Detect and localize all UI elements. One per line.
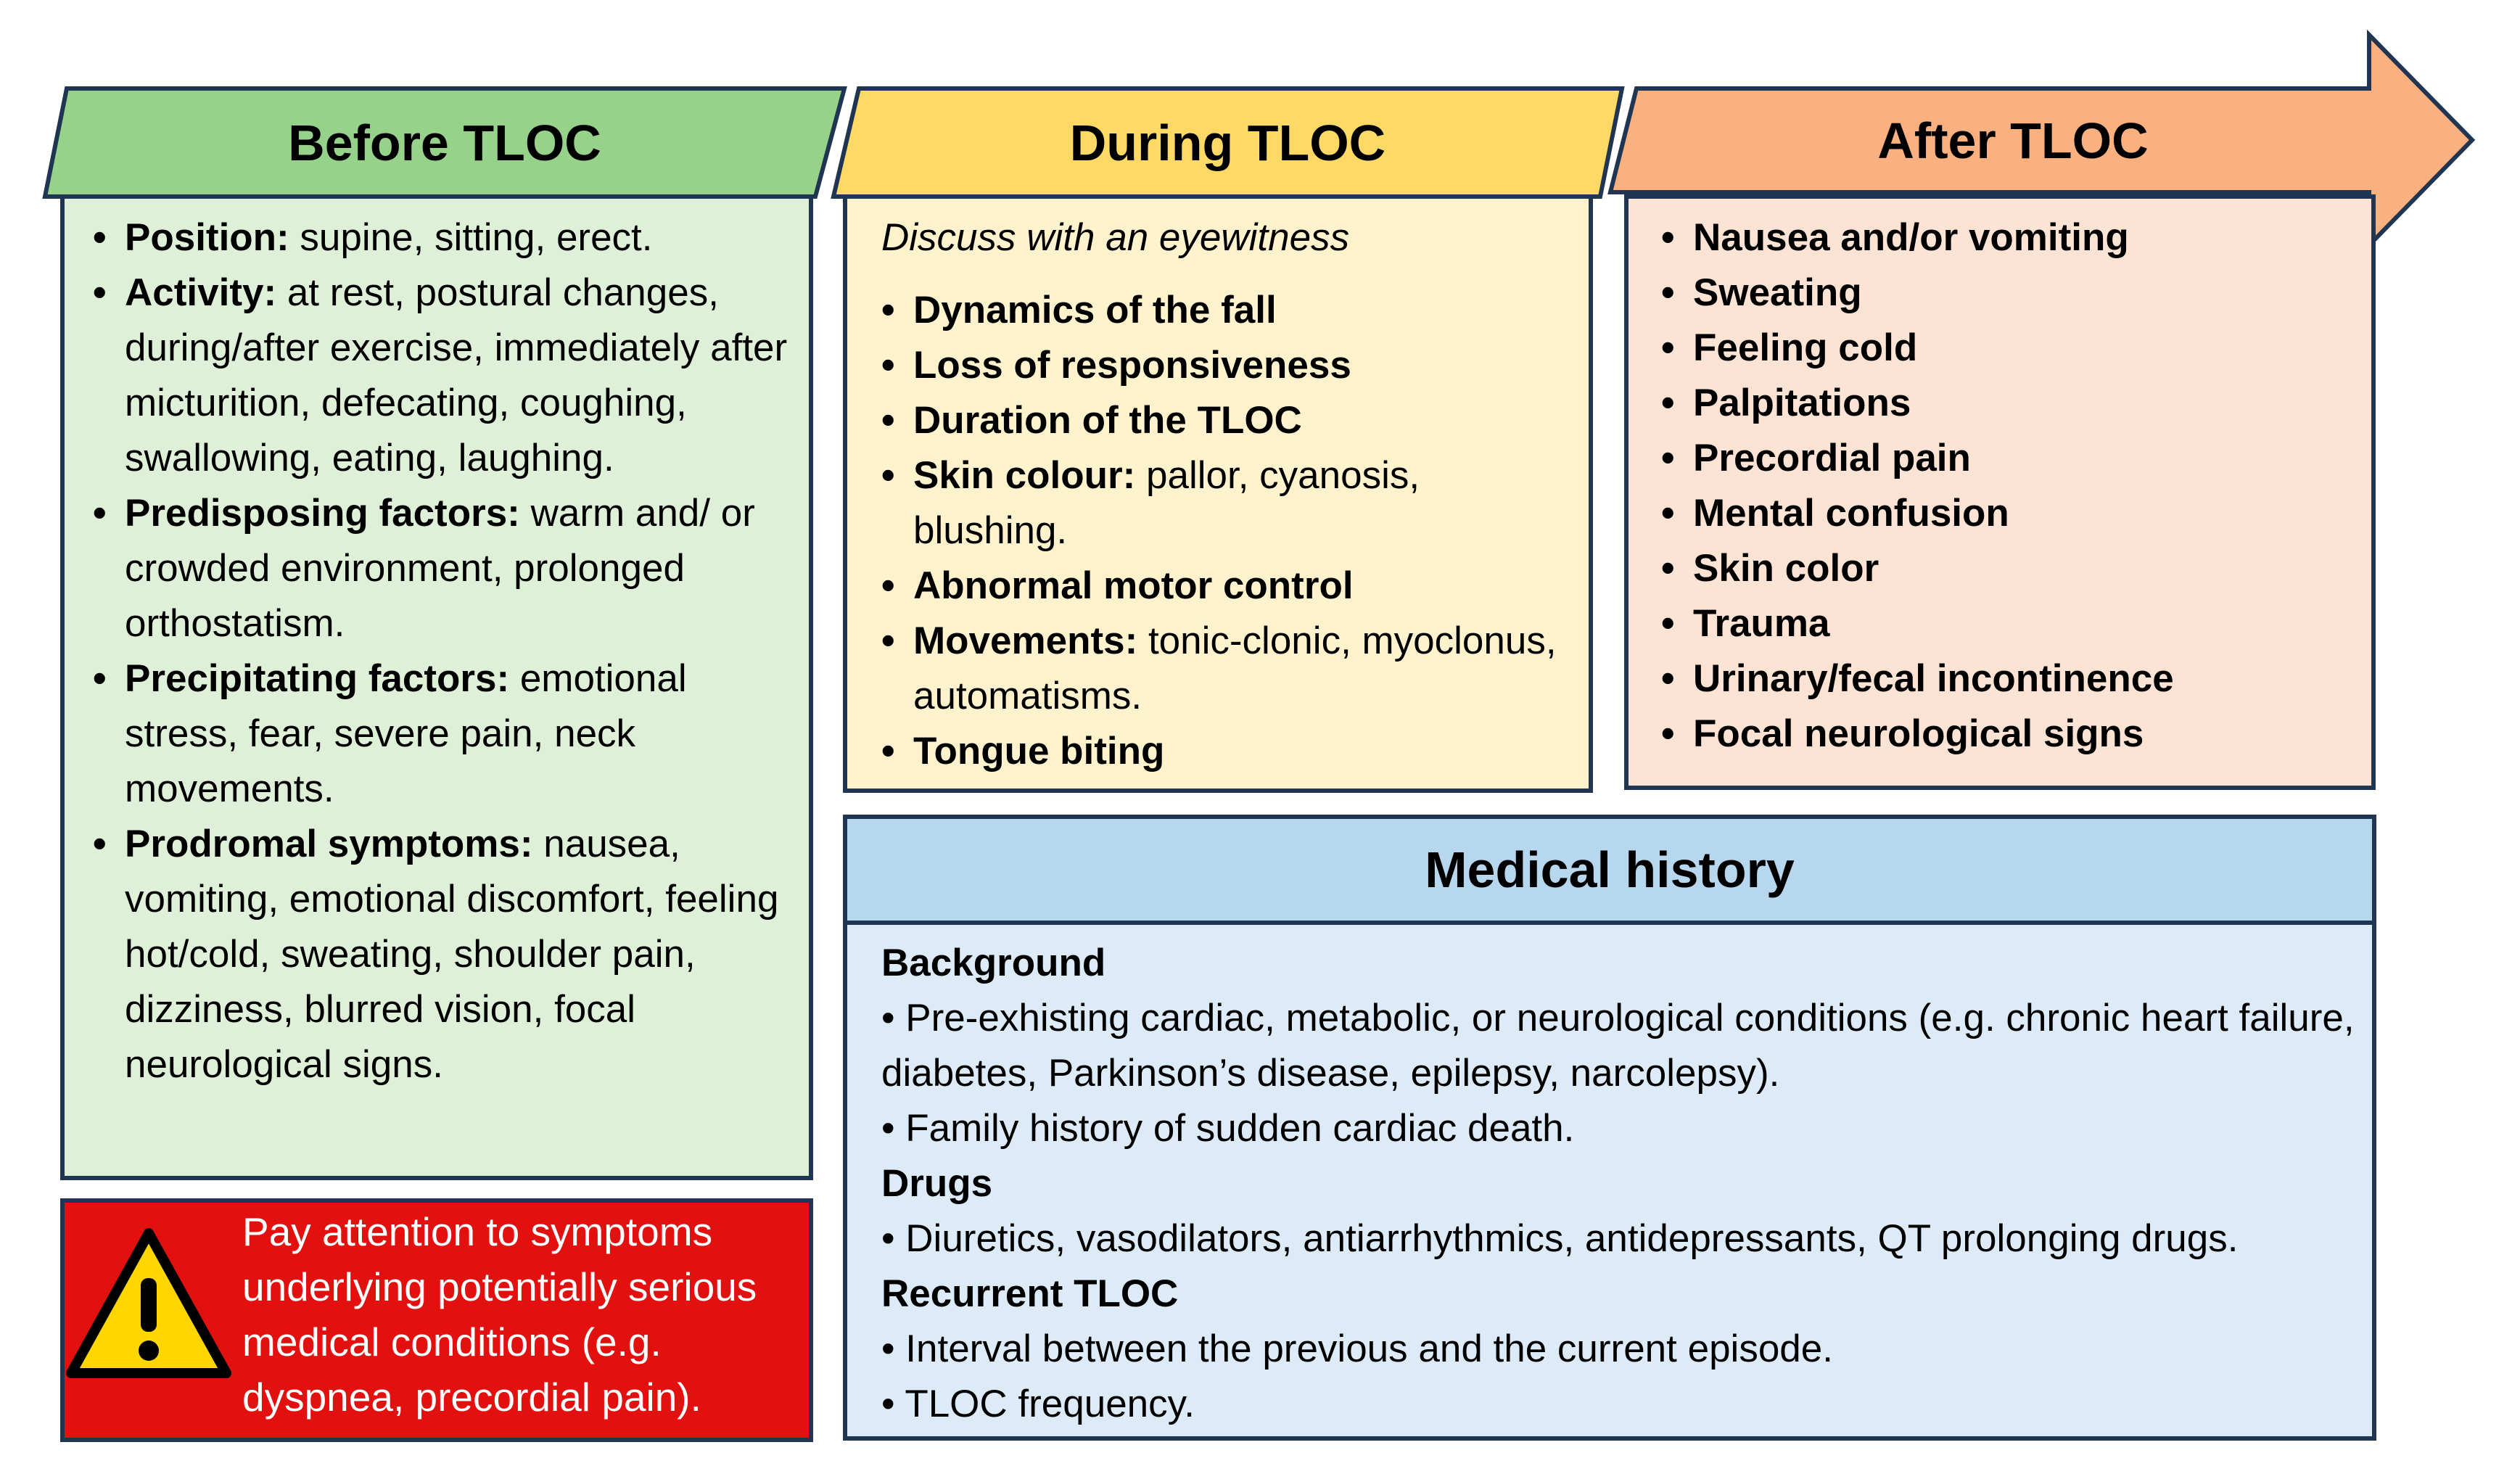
during-item-motor: • Abnormal motor control [881, 559, 1578, 614]
history-background-heading: Background [881, 942, 1106, 984]
history-content [881, 936, 2361, 1432]
before-list [93, 210, 789, 1092]
after-item-sweating: • Sweating [1661, 265, 2358, 321]
history-drugs-item-1: • Diuretics, vasodilators, antiarrhythmics, antidepressants, QT prolonging drugs. [881, 1217, 2239, 1260]
before-item-position: • Position: supine, sitting, erect. [93, 210, 789, 265]
history-title: Medical history [1425, 841, 1795, 898]
history-recurrent-heading: Recurrent TLOC [881, 1272, 1179, 1315]
after-item-neuro-signs: • Focal neurological signs [1661, 707, 2358, 762]
after-item-nausea: • Nausea and/or vomiting [1661, 210, 2358, 265]
after-title: After TLOC [1877, 112, 2149, 169]
before-title: Before TLOC [288, 114, 601, 171]
during-title: During TLOC [1069, 114, 1386, 171]
during-item-duration: • Duration of the TLOC [881, 393, 1578, 448]
after-item-trauma: • Trauma [1661, 596, 2358, 651]
during-item-movements: • Movements: tonic-clonic, myoclonus, automatisms. [881, 614, 1578, 724]
warning-text: Pay attention to symptoms underlying potentially serious medical conditions (e.g. dyspnea, precordial pain). [242, 1209, 757, 1420]
history-background-item-2: • Family history of sudden cardiac death. [881, 1107, 1575, 1150]
history-background-item-1: • Pre-exhisting cardiac, metabolic, or neurological conditions (e.g. chronic heart failure, diabetes, Parkinson’s disease, epilepsy, narcolepsy). [881, 997, 2355, 1095]
during-intro: Discuss with an eyewitness [881, 216, 1350, 259]
after-item-mental-confusion: • Mental confusion [1661, 486, 2358, 541]
before-item-predisposing: • Predisposing factors: warm and/ or crowded environment, prolonged orthostatism. [93, 486, 789, 651]
after-item-incontinence: • Urinary/fecal incontinence [1661, 651, 2358, 707]
history-recurrent-item-2: • TLOC frequency. [881, 1383, 1195, 1425]
after-list [1661, 210, 2358, 762]
after-item-palpitations: • Palpitations [1661, 376, 2358, 431]
before-item-activity: • Activity: at rest, postural changes, during/after exercise, immediately after micturition, defecating, coughing, swallowing, eating, laughing. [93, 265, 789, 486]
after-item-skin-color: • Skin color [1661, 541, 2358, 596]
during-item-responsiveness: • Loss of responsiveness [881, 338, 1578, 393]
during-item-skin: • Skin colour: pallor, cyanosis, blushing. [881, 448, 1578, 559]
after-item-feeling-cold: • Feeling cold [1661, 321, 2358, 376]
history-drugs-heading: Drugs [881, 1162, 993, 1205]
before-item-prodromal: • Prodromal symptoms: nausea, vomiting, emotional discomfort, feeling hot/cold, sweating, shoulder pain, dizziness, blurred vision, focal neurological signs. [93, 817, 789, 1092]
after-item-precordial-pain: • Precordial pain [1661, 431, 2358, 486]
before-item-precipitating: • Precipitating factors: emotional stress, fear, severe pain, neck movements. [93, 651, 789, 817]
during-item-tongue: • Tongue biting [881, 724, 1578, 779]
during-content [881, 210, 1578, 779]
during-item-fall: • Dynamics of the fall [881, 283, 1578, 338]
history-recurrent-item-1: • Interval between the previous and the current episode. [881, 1327, 1833, 1370]
